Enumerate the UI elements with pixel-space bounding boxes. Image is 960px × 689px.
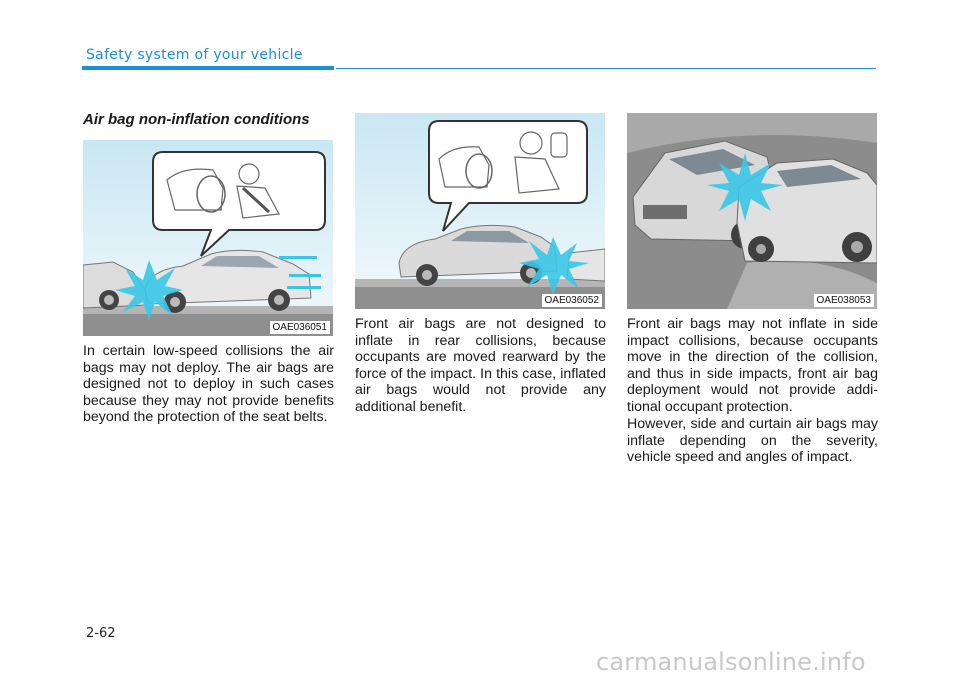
- section-title: Safety system of your vehicle: [86, 47, 303, 63]
- rear-collision-illustration: [355, 113, 605, 309]
- figure-rear-collision: [355, 113, 605, 309]
- paragraph-low-speed: In certain low-speed collisions the air bags may not deploy. The air bags are designed not to deploy in such cases because they may not provide benefits beyond the protection of the seat belts.: [83, 343, 334, 426]
- page-number: 2-62: [86, 626, 116, 641]
- paragraph-side-curtain: However, side and curtain air bags may inflate depending on the severity, vehicle speed and angles of impact.: [627, 416, 878, 466]
- header-rule-thick: [82, 66, 334, 70]
- paragraph-side-collision: Front air bags may not inflate in side impact collisions, because occupants move in the direction of the collision, and thus in side impacts, front air bag deployment would not provide addi- tional occupant protection.: [627, 316, 878, 415]
- figure-low-speed-collision: [83, 140, 333, 336]
- low-speed-collision-illustration: [83, 140, 333, 336]
- paragraph-rear-collision: Front air bags are not designed to inflate in rear collisions, because occupants are moved rearward by the force of the impact. In this case, inflated air bags would not provide any additional benefit.: [355, 316, 606, 415]
- figure-code: OAE036051: [270, 321, 331, 334]
- figure-side-collision: [627, 113, 877, 309]
- figure-code: OAE036052: [542, 294, 603, 307]
- section-heading: Air bag non-inflation conditions: [83, 111, 310, 128]
- side-collision-illustration: [627, 113, 877, 309]
- header-rule-thin: [336, 68, 876, 69]
- figure-code: OAE038053: [814, 294, 875, 307]
- watermark: carmanualsonline.info: [596, 648, 866, 676]
